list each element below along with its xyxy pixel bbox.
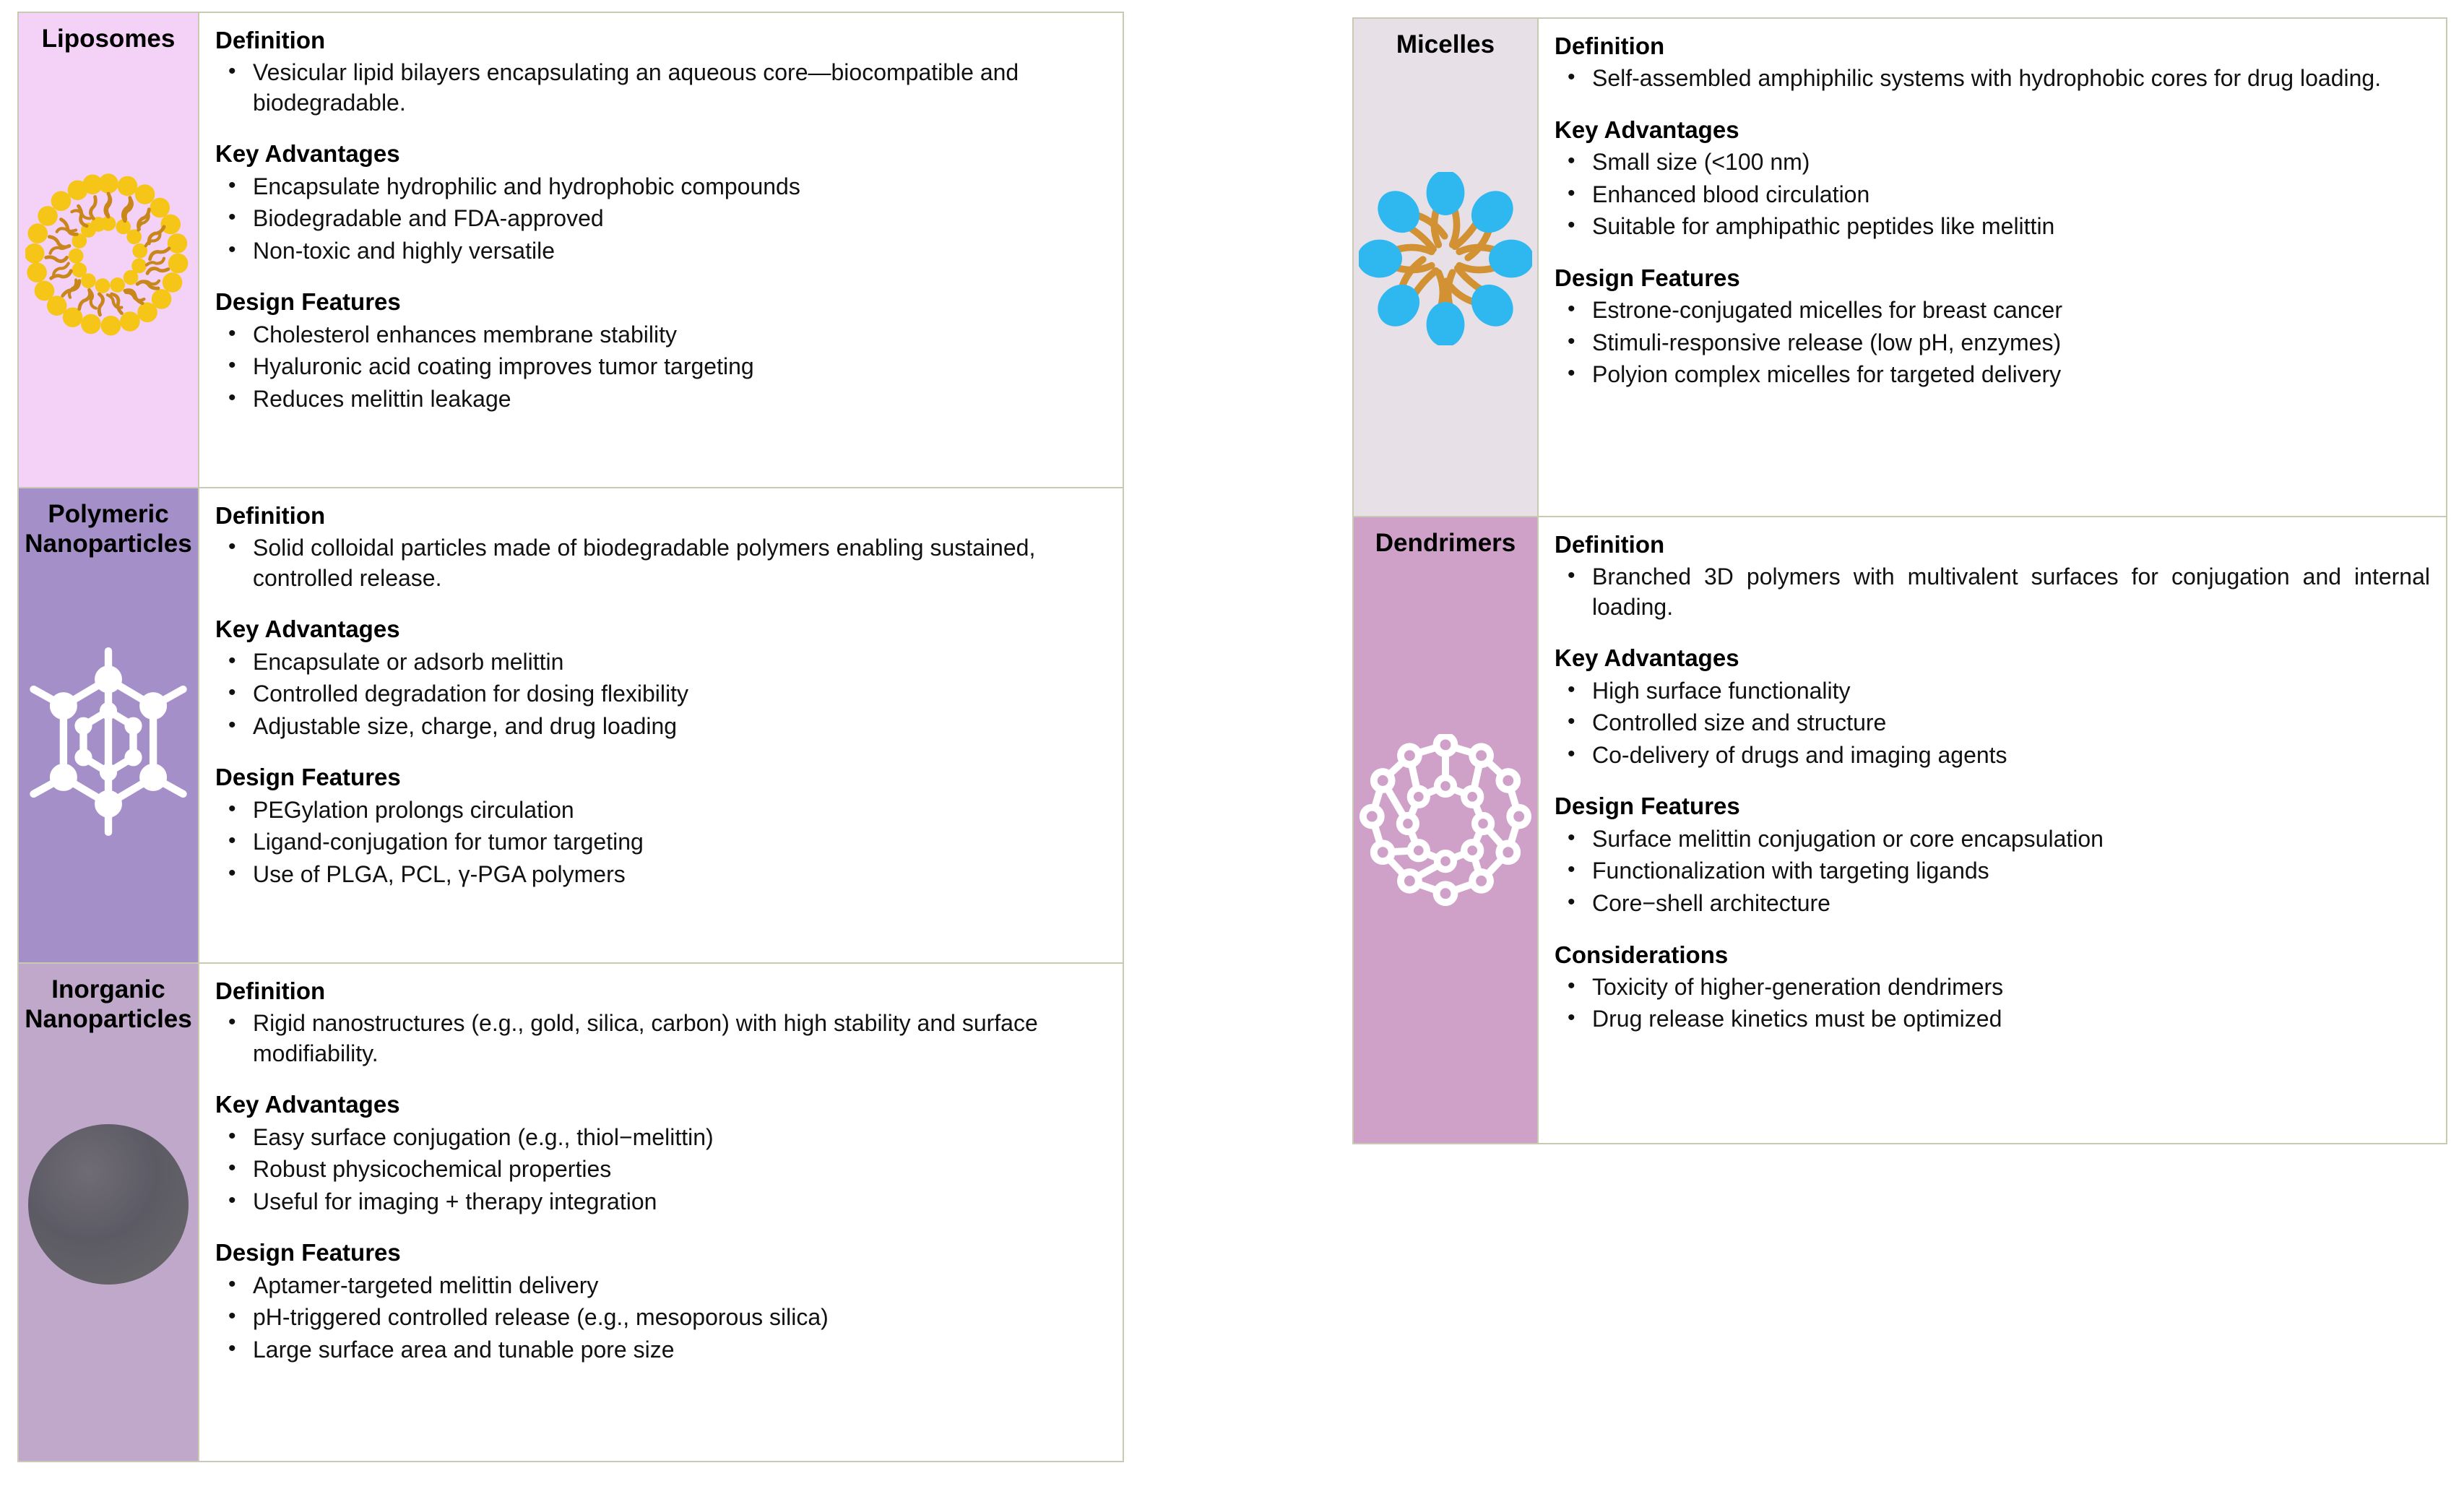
list-item: • pH-triggered controlled release (e.g., mesoporous silica) bbox=[247, 1303, 1107, 1333]
list-item: • Ligand-conjugation for tumor targeting bbox=[247, 827, 1107, 858]
list-item: • Drug release kinetics must be optimized bbox=[1586, 1004, 2430, 1035]
section-heading-advantages: Key Advantages bbox=[215, 1091, 400, 1118]
row-content-liposomes bbox=[199, 13, 1123, 487]
list-item: • Aptamer-targeted melittin delivery bbox=[247, 1271, 1107, 1301]
row-label-text: Micelles bbox=[1396, 30, 1495, 59]
section-heading-advantages: Key Advantages bbox=[215, 616, 400, 643]
section-heading-definition: Definition bbox=[1555, 531, 1665, 558]
list-item: • Estrone-conjugated micelles for breast cancer bbox=[1586, 295, 2430, 326]
definition-list bbox=[215, 533, 1107, 593]
micelle-icon bbox=[1359, 172, 1532, 345]
design-list bbox=[215, 795, 1107, 890]
dendrimer-icon bbox=[1356, 734, 1535, 913]
list-item: • Controlled size and structure bbox=[1586, 708, 2430, 738]
left-nanocarrier-table bbox=[17, 12, 1124, 1461]
list-item: • Branched 3D polymers with multivalent surfaces for conjugation and internal loading. bbox=[1586, 562, 2430, 622]
list-item: • Easy surface conjugation (e.g., thiol−melittin) bbox=[247, 1123, 1107, 1153]
section-heading-definition: Definition bbox=[215, 502, 326, 529]
list-item: • Suitable for amphipathic peptides like melittin bbox=[1586, 212, 2430, 242]
list-item: • Use of PLGA, PCL, γ-PGA polymers bbox=[247, 860, 1107, 890]
list-item: • Hyaluronic acid coating improves tumor targeting bbox=[247, 352, 1107, 382]
table-row bbox=[1352, 17, 2447, 517]
list-item: • Self-assembled amphiphilic systems with hydrophobic cores for drug loading. bbox=[1586, 64, 2430, 94]
row-label-text: Dendrimers bbox=[1375, 529, 1516, 557]
row-content-micelles bbox=[1539, 19, 2446, 516]
list-item: • Vesicular lipid bilayers encapsulating an aqueous core—biocompatible and biodegradable. bbox=[247, 58, 1107, 118]
row-label-text: Inorganic Nanoparticles bbox=[25, 975, 192, 1033]
list-item: • PEGylation prolongs circulation bbox=[247, 795, 1107, 826]
list-item: • Stimuli-responsive release (low pH, enzymes) bbox=[1586, 328, 2430, 358]
list-item: • Non-toxic and highly versatile bbox=[247, 236, 1107, 267]
table-row bbox=[17, 12, 1124, 488]
list-item: • Co-delivery of drugs and imaging agents bbox=[1586, 741, 2430, 771]
liposome-icon bbox=[25, 172, 191, 338]
list-item: • Enhanced blood circulation bbox=[1586, 180, 2430, 210]
section-heading-advantages: Key Advantages bbox=[215, 140, 400, 168]
list-item: • Encapsulate or adsorb melittin bbox=[247, 647, 1107, 678]
list-item: • Controlled degradation for dosing flexibility bbox=[247, 679, 1107, 709]
row-content-dendrimers bbox=[1539, 517, 2446, 1143]
advantages-list bbox=[1555, 147, 2430, 242]
list-item: • Cholesterol enhances membrane stability bbox=[247, 320, 1107, 350]
section-heading-advantages: Key Advantages bbox=[1555, 644, 1739, 672]
section-heading-advantages: Key Advantages bbox=[1555, 116, 1739, 143]
definition-list bbox=[215, 58, 1107, 118]
list-item: • Solid colloidal particles made of biodegradable polymers enabling sustained, controlled release. bbox=[247, 533, 1107, 593]
definition-list bbox=[1555, 562, 2430, 622]
design-list bbox=[1555, 824, 2430, 919]
considerations-list bbox=[1555, 972, 2430, 1035]
design-list bbox=[215, 1271, 1107, 1365]
row-content-inorganic-nanoparticles bbox=[199, 964, 1123, 1461]
list-item: • Rigid nanostructures (e.g., gold, silica, carbon) with high stability and surface modifiability. bbox=[247, 1009, 1107, 1069]
advantages-list bbox=[215, 647, 1107, 742]
list-item: • Large surface area and tunable pore size bbox=[247, 1335, 1107, 1365]
section-heading-design: Design Features bbox=[1555, 793, 1740, 820]
design-list bbox=[215, 320, 1107, 415]
section-heading-design: Design Features bbox=[1555, 264, 1740, 291]
advantages-list bbox=[215, 1123, 1107, 1217]
list-item: • Useful for imaging + therapy integration bbox=[247, 1187, 1107, 1217]
advantages-list bbox=[215, 172, 1107, 267]
table-row bbox=[17, 487, 1124, 964]
section-heading-definition: Definition bbox=[1555, 33, 1665, 59]
list-item: • Core−shell architecture bbox=[1586, 889, 2430, 919]
advantages-list bbox=[1555, 676, 2430, 771]
list-item: • Robust physicochemical properties bbox=[247, 1154, 1107, 1185]
polymeric-dendrimer-icon bbox=[25, 646, 191, 837]
row-label-polymeric-nanoparticles bbox=[19, 488, 199, 962]
table-row bbox=[1352, 516, 2447, 1144]
list-item: • Surface melittin conjugation or core encapsulation bbox=[1586, 824, 2430, 855]
section-heading-considerations: Considerations bbox=[1555, 941, 1729, 968]
list-item: • Reduces melittin leakage bbox=[247, 384, 1107, 415]
row-label-dendrimers bbox=[1354, 517, 1539, 1143]
right-nanocarrier-table bbox=[1352, 17, 2447, 1143]
row-label-text: Liposomes bbox=[41, 25, 176, 53]
list-item: • Toxicity of higher-generation dendrimers bbox=[1586, 972, 2430, 1003]
section-heading-design: Design Features bbox=[215, 1239, 401, 1266]
inorganic-sphere-icon bbox=[28, 1124, 189, 1285]
section-heading-definition: Definition bbox=[215, 27, 326, 53]
definition-list bbox=[1555, 64, 2430, 94]
section-heading-design: Design Features bbox=[215, 288, 401, 316]
row-label-micelles bbox=[1354, 19, 1539, 516]
row-content-polymeric-nanoparticles bbox=[199, 488, 1123, 962]
table-row bbox=[17, 962, 1124, 1462]
list-item: • Functionalization with targeting ligands bbox=[1586, 856, 2430, 886]
list-item: • Adjustable size, charge, and drug loading bbox=[247, 712, 1107, 742]
list-item: • Small size (<100 nm) bbox=[1586, 147, 2430, 178]
row-label-inorganic-nanoparticles bbox=[19, 964, 199, 1461]
list-item: • High surface functionality bbox=[1586, 676, 2430, 707]
section-heading-design: Design Features bbox=[215, 764, 401, 791]
row-label-liposomes bbox=[19, 13, 199, 487]
definition-list bbox=[215, 1009, 1107, 1069]
design-list bbox=[1555, 295, 2430, 390]
section-heading-definition: Definition bbox=[215, 977, 326, 1004]
list-item: • Polyion complex micelles for targeted delivery bbox=[1586, 360, 2430, 390]
list-item: • Encapsulate hydrophilic and hydrophobic compounds bbox=[247, 172, 1107, 202]
list-item: • Biodegradable and FDA-approved bbox=[247, 204, 1107, 234]
row-label-text: Polymeric Nanoparticles bbox=[25, 500, 192, 558]
